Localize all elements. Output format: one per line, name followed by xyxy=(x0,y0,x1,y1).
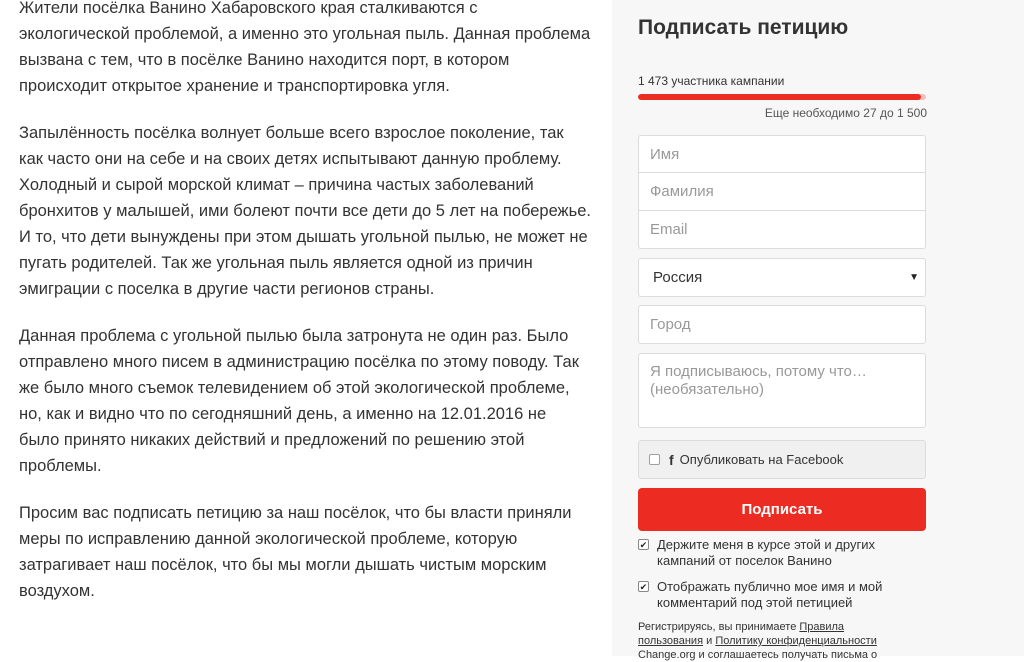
facebook-publish-label: Опубликовать на Facebook xyxy=(679,452,844,467)
privacy-link[interactable]: Политику конфиденциальности xyxy=(715,635,877,647)
show-public-option[interactable] xyxy=(638,579,926,611)
keep-informed-option[interactable] xyxy=(638,537,926,569)
article-paragraph-3: Данная проблема с угольной пылью была затронута не один раз. Было отправлено много писем в администрацию посёлка по этому поводу. Так же было много съемок телевидением об этой экологической проблеме, но, как и видно что по сегодняшний день, а именно на 12.01.2016 не было принято никаких действий и предложений по решению этой проблемы. xyxy=(19,327,579,475)
reason-textarea[interactable] xyxy=(638,353,926,428)
keep-informed-checkbox[interactable]: ✔ xyxy=(639,540,648,550)
email-field[interactable] xyxy=(638,210,926,249)
sign-button[interactable]: Подписать xyxy=(638,488,926,531)
signature-progress-bar xyxy=(638,94,926,100)
legal-suffix: Change.org и соглашаетесь получать письма о xyxy=(638,649,878,661)
country-select[interactable] xyxy=(638,258,926,297)
signature-progress-fill xyxy=(638,94,921,100)
city-field[interactable] xyxy=(638,305,926,344)
show-public-label: Отображать публично мое имя и мой комментарий под этой петицией xyxy=(657,579,883,610)
article-paragraph-4: Просим вас подписать петицию за наш посёлок, что бы власти приняли меры по исправлению данной экологической проблеме, которую затрагивает наш посёлок, что бы мы могли дышать чистым морским воздухом. xyxy=(19,504,572,600)
chevron-down-icon: ▼ xyxy=(909,272,919,283)
last-name-field[interactable] xyxy=(638,172,926,211)
first-name-field[interactable] xyxy=(638,135,926,173)
petition-article xyxy=(19,0,591,625)
facebook-publish-option[interactable] xyxy=(638,440,926,479)
article-paragraph-1: Жители посёлка Ванино Хабаровского края сталкиваются с экологической проблемой, а именно это угольная пыль. Данная проблема вызвана с тем, что в посёлке Ванино находится порт, в котором происходит открытое хранение и транспортировка угля. xyxy=(19,0,591,95)
keep-informed-label: Держите меня в курсе этой и других кампаний от поселок Ванино xyxy=(657,537,875,568)
terms-link[interactable]: Правила пользования xyxy=(638,621,845,647)
article-paragraph-2: Запылённость посёлка волнует больше всего взрослое поколение, так как часто они на себе и на своих детях испытывают данную проблему. Холодный и сырой морской климат – причина частых заболеваний бронхитов у малышей, ими болеют почти все дети до 5 лет на побережье. И то, что дети вынуждены при этом дышать угольной пылью, не может не пугать родителей. Так же угольная пыль является одной из причин эмиграции с поселка в другие части регионов страны. xyxy=(19,124,591,298)
show-public-checkbox[interactable]: ✔ xyxy=(639,582,648,592)
sign-petition-panel xyxy=(612,0,1024,661)
facebook-icon: f xyxy=(669,451,674,468)
legal-and: и xyxy=(706,635,713,647)
country-select-value: Россия xyxy=(653,269,703,286)
participant-count: 1 473 участника кампании xyxy=(638,74,785,88)
panel-title: Подписать петицию xyxy=(638,16,849,39)
signatures-needed: Еще необходимо 27 до 1 500 xyxy=(764,106,927,120)
facebook-publish-checkbox[interactable] xyxy=(649,454,660,465)
legal-prefix: Регистрируясь, вы принимаете xyxy=(638,621,797,633)
